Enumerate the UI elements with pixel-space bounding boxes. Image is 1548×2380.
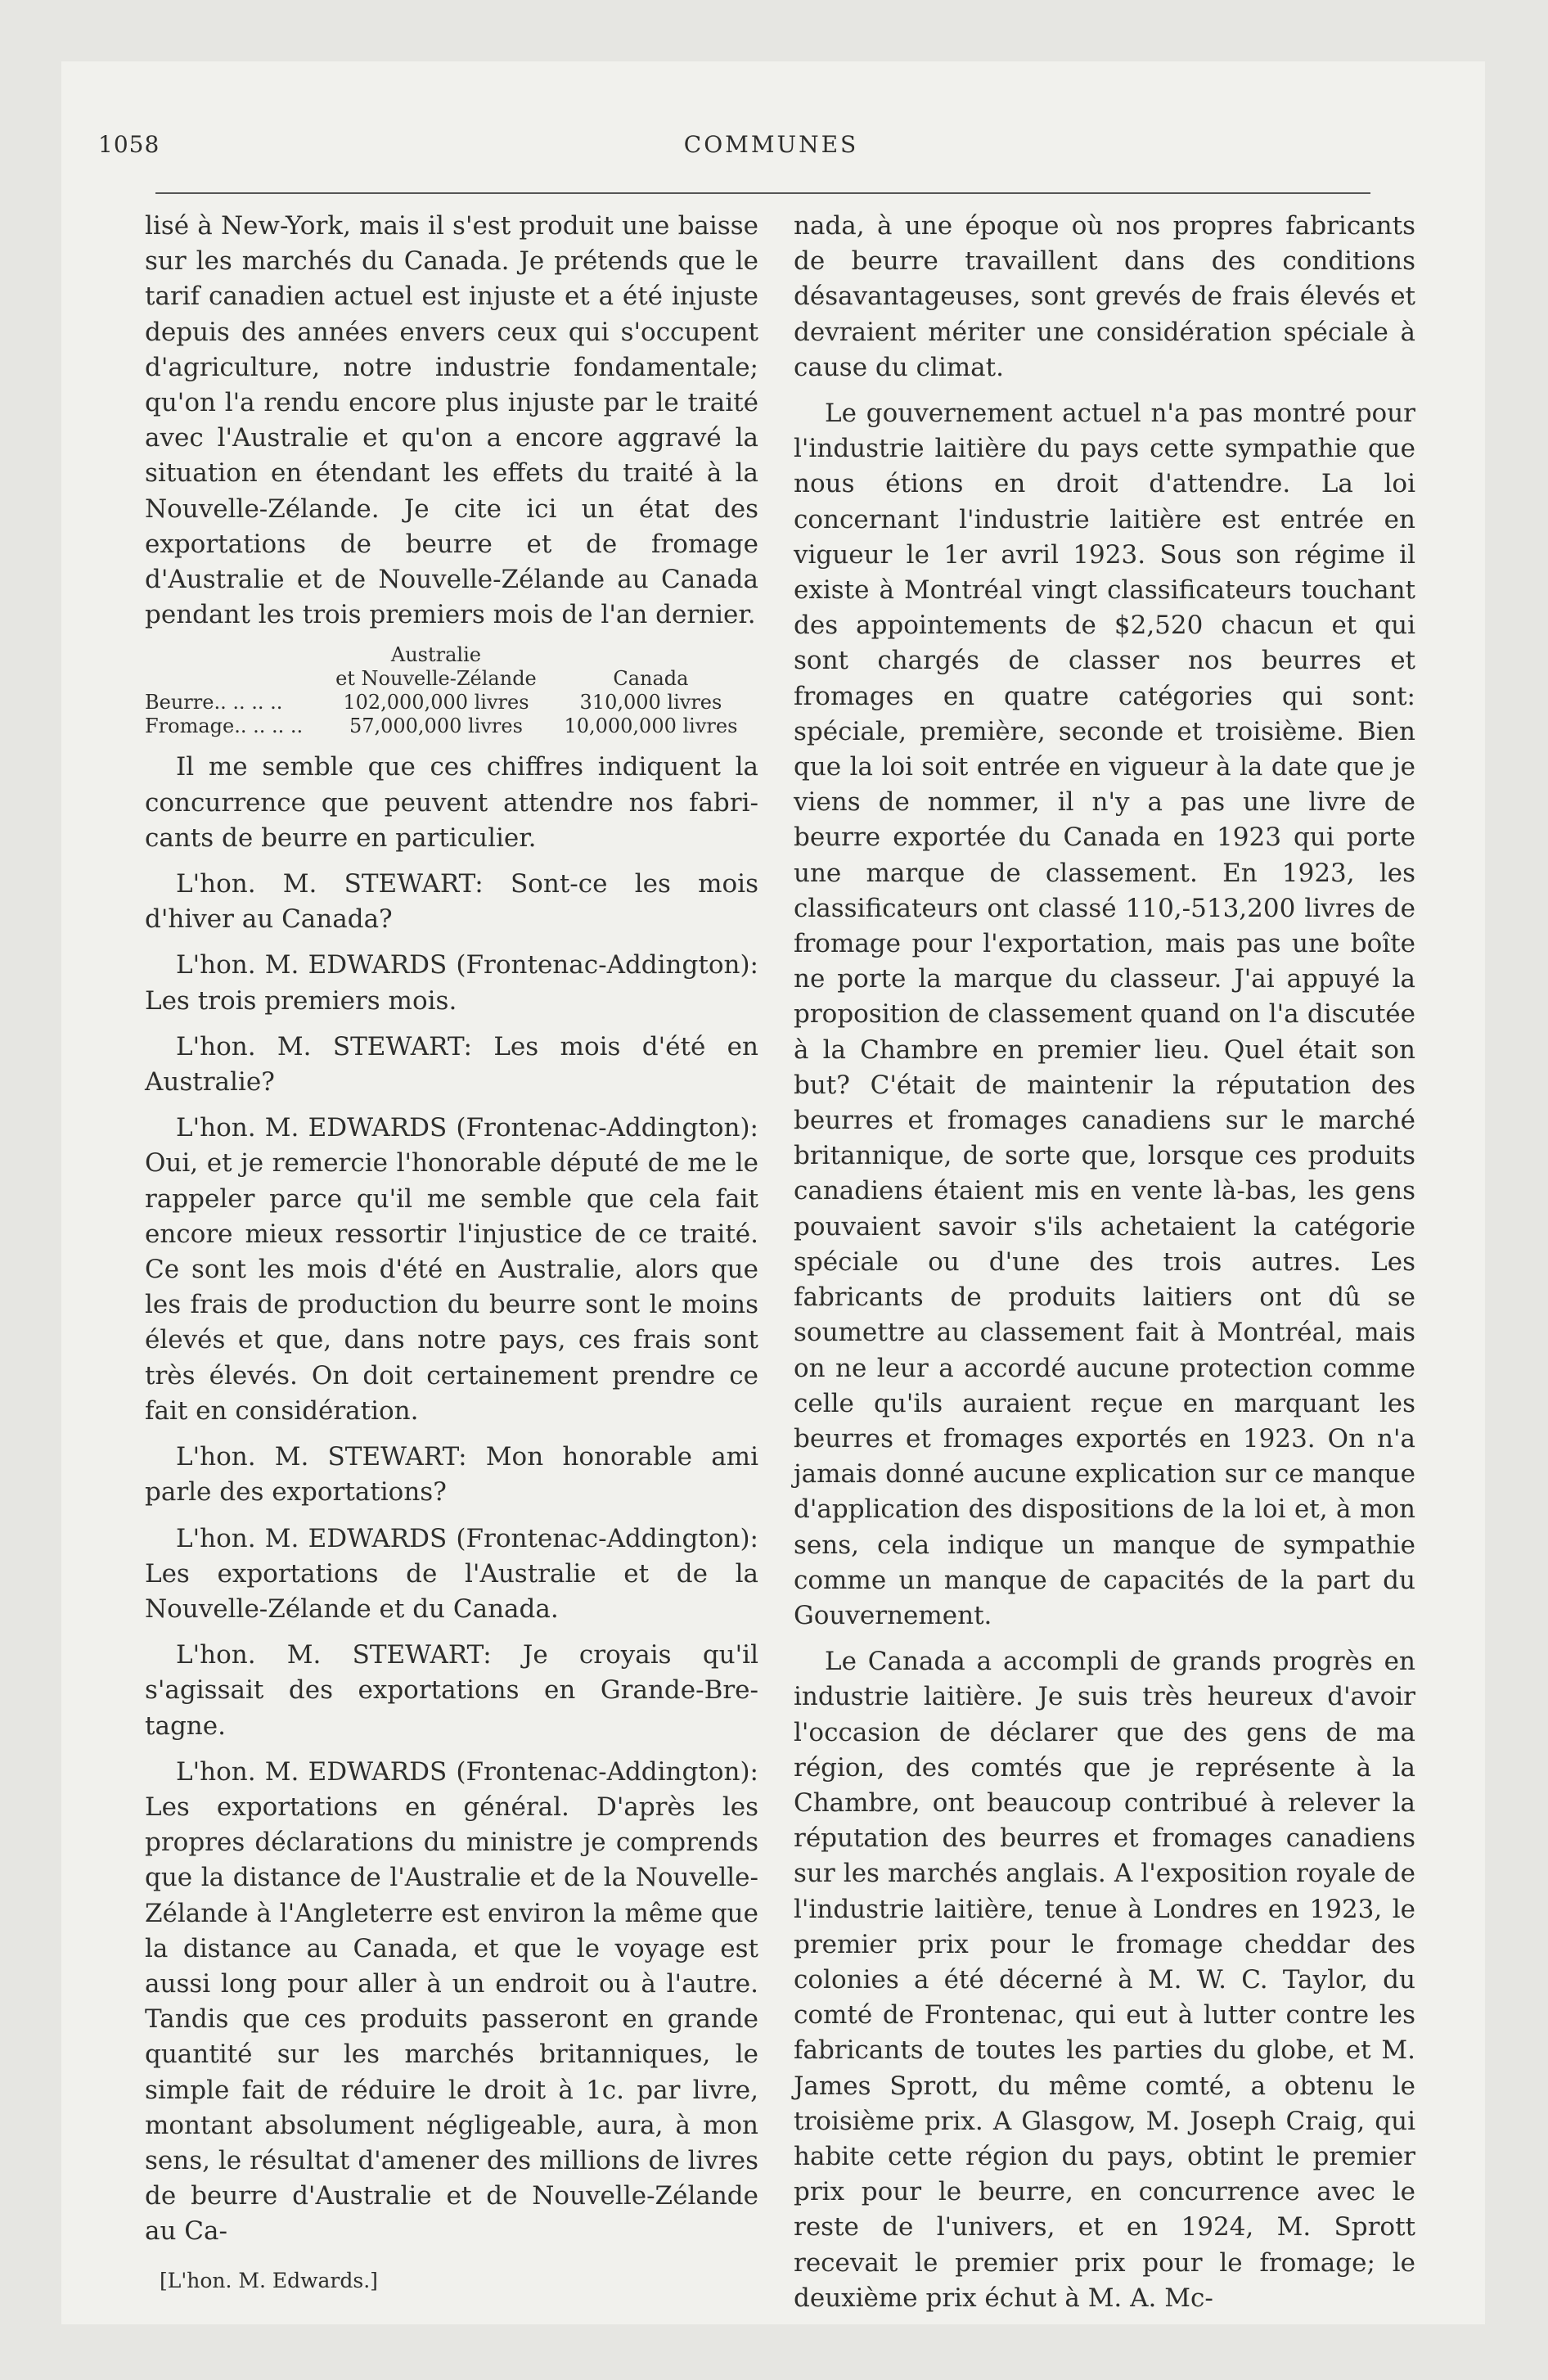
paragraph: Le gouvernement actuel n'a pas montré pour l'industrie laitière du pays cette sympathie que nous étions en droit d'attendre. La loi concernant l'industrie laitière est entrée en vigueur le 1er avril 1923. Sous son régime il existe à Montréal vingt classificateurs touchant des appointements de $2,520 chacun et qui sont chargés de classer nos beurres et fromages en quatre catégories qui sont: spéciale, première, seconde et troisième. Bien que la loi soit entrée en vigueur à la date que je viens de nommer, il n'y a pas une livre de beurre exportée du Canada en 1923 qui porte une marque de classement. En 1923, les classificateurs ont classé 110,-513,200 livres de fromage pour l'exportation, mais pas une boîte ne porte la marque du classeur. J'ai appuyé la proposition de classement quand on l'a discutée à la Chambre en premier lieu. Quel était son but? C'était de maintenir la réputation des beurres et fromages canadiens sur le marché britannique, de sorte que, lorsque ces produits canadiens étaient mis en vente là-bas, les gens pouvaient savoir s'ils achetaient la catégorie spéciale ou d'une des trois autres. Les fabricants de produits laitiers ont dû se soumettre au classement fait à Montréal, mais on ne leur a accordé aucune protection comme celle qu'ils auraient reçue en marquant les beurres et fromages exportés en 1923. On n'a jamais donné aucune explication sur ce manque d'application des dispositions de la loi et, à mon sens, cela indique un manque de sympathie comme un manque de capacités de la part du Gouvernement. [794,399,1415,1630]
cell-aus-nz: 102,000,000 livres [343,691,529,714]
page-title: COMMUNES [683,131,859,158]
header-rule [155,192,1370,194]
row-label: Fromage.. .. .. .. [145,714,304,738]
table-header-top: Australie [390,643,481,667]
cell-aus-nz: 57,000,000 livres [349,714,523,738]
row-label: Beurre.. .. .. .. [145,691,283,714]
cell-canada: 10,000,000 livres [564,714,738,738]
paragraph: lisé à New-York, mais il s'est produit une baisse sur les marchés du Canada. Je prétends que le tarif canadien actuel est injuste et a été injuste depuis des années envers ceux qui s'occupent d'agriculture, notre industrie fondamentale; qu'on l'a rendu encore plus injuste par le traité avec l'Australie et qu'on a encore aggravé la situation en étendant les effets du traité à la Nouvelle-Zélande. Je cite ici un état des exportations de beurre et de fromage d'Australie et de Nouvelle-Zélande au Canada pendant les trois premiers mois de l'an dernier. [145,211,758,630]
paragraph: L'hon. M. STEWART: Les mois d'été en Australie? [145,1031,758,1098]
paragraph: L'hon. M. EDWARDS (Frontenac-Addington): Les trois premiers mois. [145,950,758,1016]
paragraph: L'hon. M. STEWART: Mon honorable ami parle des exportations? [145,1442,758,1508]
table-header-aus-nz: et Nouvelle-Zélande [335,667,537,691]
paragraph: L'hon. M. EDWARDS (Frontenac-Addington): Oui, et je remercie l'honorable député de me le rappeler parce qu'il me semble que cela fait encore mieux ressortir l'injustice de ce traité. Ce sont les mois d'été en Australie, alors que les frais de production du beurre sont le moins élevés et que, dans notre pays, ces frais sont très élevés. On doit certainement prendre ce fait en considération. [145,1113,758,1426]
speaker-footer: [L'hon. M. Edwards.] [160,2269,378,2292]
paragraph: nada, à une époque où nos propres fabricants de beurre travaillent dans des conditions désavantageuses, sont grevés de frais élevés et devraient mériter une considération spéciale à cause du climat. [794,211,1415,382]
paragraph: Le Canada a accompli de grands progrès en industrie laitière. Je suis très heureux d'avoir l'occasion de déclarer que des gens de ma région, des comtés que je représente à la Chambre, ont beaucoup contribué à relever la réputation des beurres et fromages canadiens sur les marchés anglais. A l'exposition royale de l'industrie laitière, tenue à Londres en 1923, le premier prix pour le fromage cheddar des colonies a été décerné à M. W. C. Taylor, du comté de Frontenac, qui eut à lutter contre les fabricants de toutes les parties du globe, et M. James Sprott, du même comté, a obtenu le troisième prix. A Glasgow, M. Joseph Craig, qui habite cette région du pays, obtint le premier prix pour le beurre, en concurrence avec le reste de l'univers, et en 1924, M. Sprott recevait le premier prix pour le fromage; le deuxième prix échut à M. A. Mc- [794,1647,1415,2313]
page-header [98,131,1444,164]
table-row [145,691,750,714]
right-column [794,209,1415,2327]
paragraph: Il me semble que ces chiffres indiquent la concurrence que peuvent attendre nos fabricants de beurre en particulier. [145,752,758,853]
exports-table [145,643,750,738]
paragraph: L'hon. M. STEWART: Sont-ce les mois d'hiver au Canada? [145,869,758,935]
cell-canada: 310,000 livres [579,691,722,714]
page-number: 1058 [98,131,160,158]
paragraph: L'hon. M. EDWARDS (Frontenac-Addington): Les exportations de l'Australie et de la Nouvelle-Zélande et du Canada. [145,1523,758,1624]
paragraph: L'hon. M. STEWART: Je croyais qu'il s'agissait des exportations en Grande-Bretagne. [145,1640,758,1741]
left-column [145,209,758,2261]
table-row [145,714,750,738]
table-header-canada: Canada [613,667,689,691]
paragraph: L'hon. M. EDWARDS (Frontenac-Addington): Les exportations en général. D'après les propres déclarations du ministre je comprends que la distance de l'Australie et de la Nouvelle-Zélande à l'Angleterre est environ la même que la distance au Canada, et que le voyage est aussi long pour aller à un endroit ou à l'autre. Tandis que ces produits passeront en grande quantité sur les marchés britanniques, le simple fait de réduire le droit à 1c. par livre, montant absolument négligeable, aura, à mon sens, le résultat d'amener des millions de livres de beurre d'Australie et de Nouvelle-Zélande au Ca- [145,1756,758,2247]
